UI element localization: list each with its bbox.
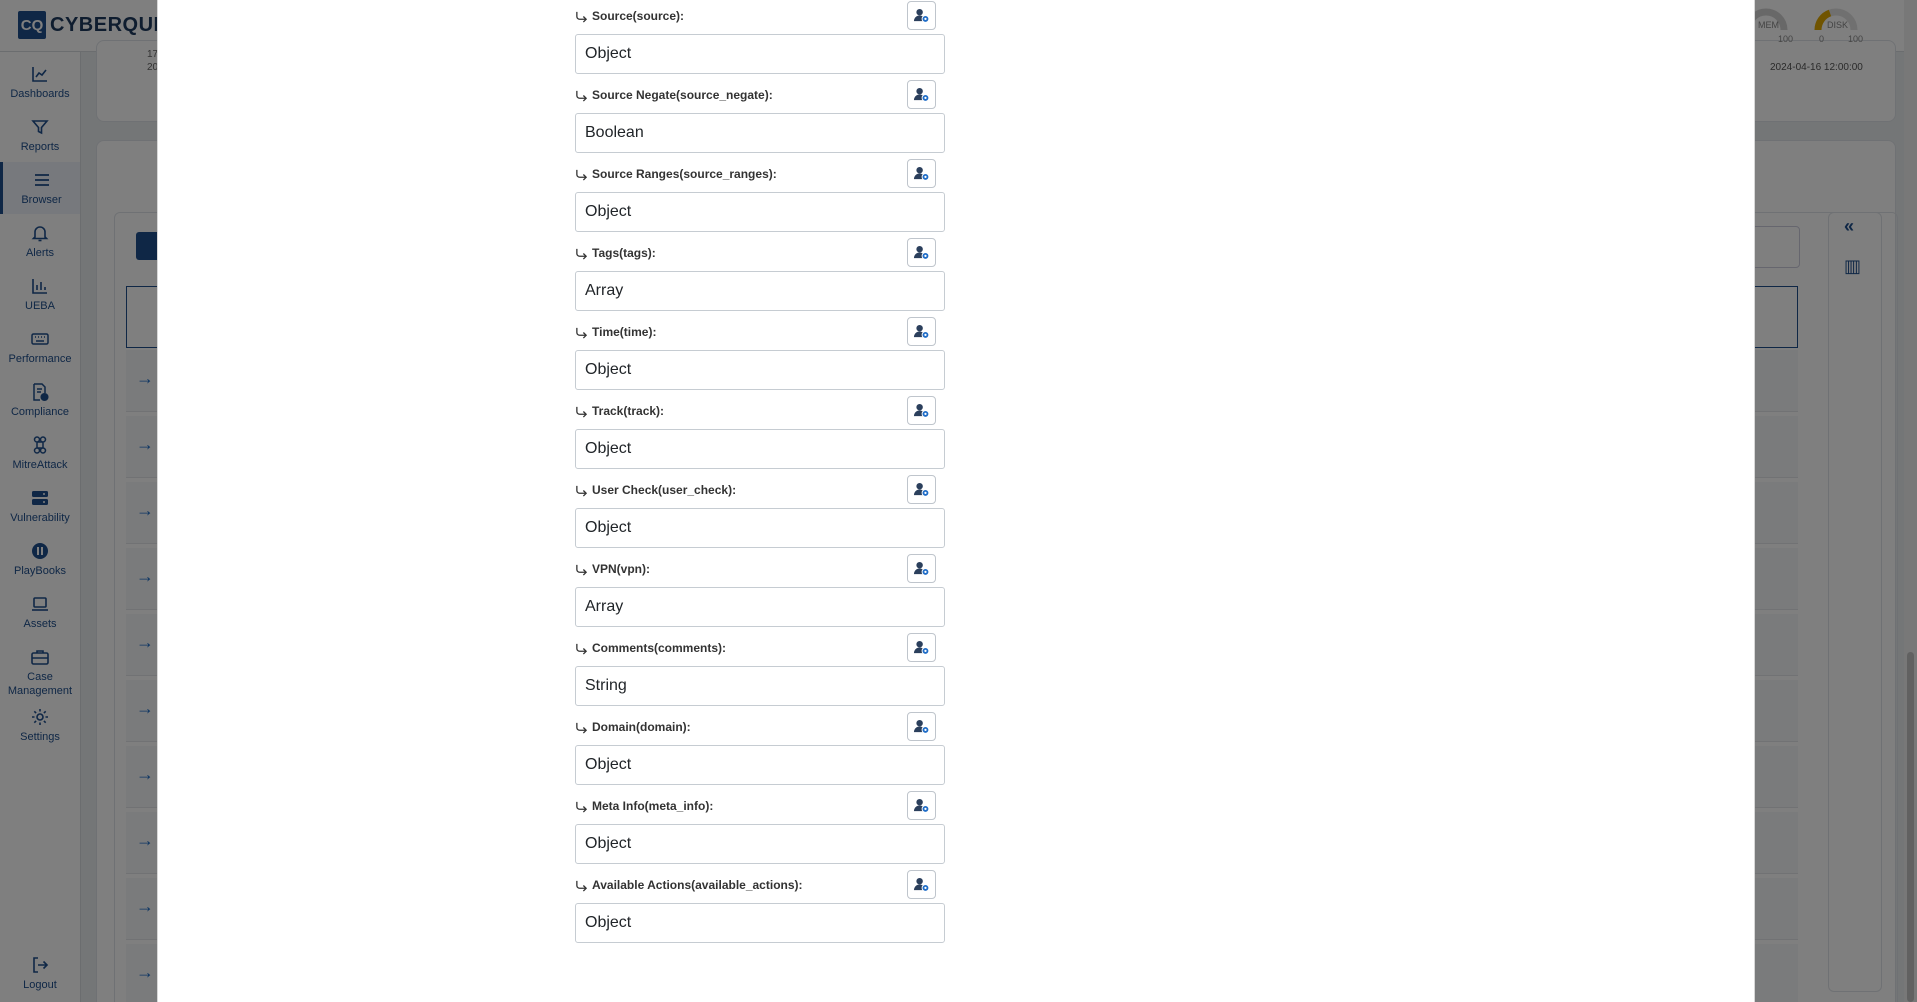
field-label bbox=[575, 878, 803, 892]
nested-arrow-icon bbox=[575, 484, 588, 497]
nested-arrow-icon bbox=[575, 168, 588, 181]
field-type-input[interactable] bbox=[575, 350, 945, 390]
user-gear-icon bbox=[913, 718, 930, 735]
field-type-input[interactable] bbox=[575, 587, 945, 627]
user-gear-icon bbox=[913, 560, 930, 577]
nested-arrow-icon bbox=[575, 405, 588, 418]
user-gear-icon bbox=[913, 86, 930, 103]
field-label-text: Meta Info(meta_info): bbox=[592, 799, 714, 813]
nested-arrow-icon bbox=[575, 89, 588, 102]
field-label-text: Track(track): bbox=[592, 404, 665, 418]
field-type-input[interactable] bbox=[575, 745, 945, 785]
field-type-input[interactable] bbox=[575, 824, 945, 864]
nested-arrow-icon bbox=[575, 247, 588, 260]
field-mapping-modal bbox=[157, 0, 1755, 1002]
field-settings-button[interactable] bbox=[907, 159, 936, 188]
field-row bbox=[575, 158, 955, 237]
field-label bbox=[575, 641, 726, 655]
user-gear-icon bbox=[913, 244, 930, 261]
field-settings-button[interactable] bbox=[907, 870, 936, 899]
user-gear-icon bbox=[913, 323, 930, 340]
nested-arrow-icon bbox=[575, 563, 588, 576]
field-label-text: Comments(comments): bbox=[592, 641, 727, 655]
nested-arrow-icon bbox=[575, 879, 588, 892]
field-row bbox=[575, 869, 955, 948]
field-label-text: Source Ranges(source_ranges): bbox=[592, 167, 777, 181]
field-settings-button[interactable] bbox=[907, 712, 936, 741]
user-gear-icon bbox=[913, 7, 930, 24]
field-settings-button[interactable] bbox=[907, 791, 936, 820]
field-label bbox=[575, 483, 736, 497]
field-row bbox=[575, 79, 955, 158]
field-type-input[interactable] bbox=[575, 113, 945, 153]
user-gear-icon bbox=[913, 797, 930, 814]
field-settings-button[interactable] bbox=[907, 396, 936, 425]
field-row bbox=[575, 711, 955, 790]
field-label-text: User Check(user_check): bbox=[592, 483, 737, 497]
field-label bbox=[575, 562, 650, 576]
user-gear-icon bbox=[913, 481, 930, 498]
nested-arrow-icon bbox=[575, 800, 588, 813]
field-type-input[interactable] bbox=[575, 271, 945, 311]
field-type-input[interactable] bbox=[575, 34, 945, 74]
field-row bbox=[575, 474, 955, 553]
nested-arrow-icon bbox=[575, 326, 588, 339]
field-row bbox=[575, 316, 955, 395]
field-settings-button[interactable] bbox=[907, 475, 936, 504]
field-settings-button[interactable] bbox=[907, 80, 936, 109]
field-label-text: Tags(tags): bbox=[592, 246, 656, 260]
nested-arrow-icon bbox=[575, 721, 588, 734]
field-label-text: Source Negate(source_negate): bbox=[592, 88, 773, 102]
nested-arrow-icon bbox=[575, 10, 588, 23]
user-gear-icon bbox=[913, 402, 930, 419]
field-settings-button[interactable] bbox=[907, 633, 936, 662]
field-row bbox=[575, 632, 955, 711]
field-type-input[interactable] bbox=[575, 903, 945, 943]
field-row bbox=[575, 395, 955, 474]
field-label-text: VPN(vpn): bbox=[592, 562, 650, 576]
field-settings-button[interactable] bbox=[907, 238, 936, 267]
field-settings-button[interactable] bbox=[907, 1, 936, 30]
nested-arrow-icon bbox=[575, 642, 588, 655]
field-type-input[interactable] bbox=[575, 192, 945, 232]
field-label-text: Time(time): bbox=[592, 325, 657, 339]
field-label-text: Domain(domain): bbox=[592, 720, 691, 734]
field-row bbox=[575, 237, 955, 316]
field-label bbox=[575, 167, 777, 181]
field-label-text: Source(source): bbox=[592, 9, 685, 23]
field-row bbox=[575, 553, 955, 632]
field-label bbox=[575, 404, 664, 418]
field-label bbox=[575, 246, 656, 260]
field-type-input[interactable] bbox=[575, 666, 945, 706]
user-gear-icon bbox=[913, 876, 930, 893]
field-label bbox=[575, 88, 773, 102]
field-settings-button[interactable] bbox=[907, 554, 936, 583]
field-row bbox=[575, 790, 955, 869]
field-type-input[interactable] bbox=[575, 508, 945, 548]
field-label bbox=[575, 720, 691, 734]
field-label bbox=[575, 9, 684, 23]
user-gear-icon bbox=[913, 639, 930, 656]
field-label bbox=[575, 325, 656, 339]
field-type-input[interactable] bbox=[575, 429, 945, 469]
field-label bbox=[575, 799, 713, 813]
field-row bbox=[575, 0, 955, 79]
user-gear-icon bbox=[913, 165, 930, 182]
field-label-text: Available Actions(available_actions): bbox=[592, 878, 803, 892]
field-settings-button[interactable] bbox=[907, 317, 936, 346]
